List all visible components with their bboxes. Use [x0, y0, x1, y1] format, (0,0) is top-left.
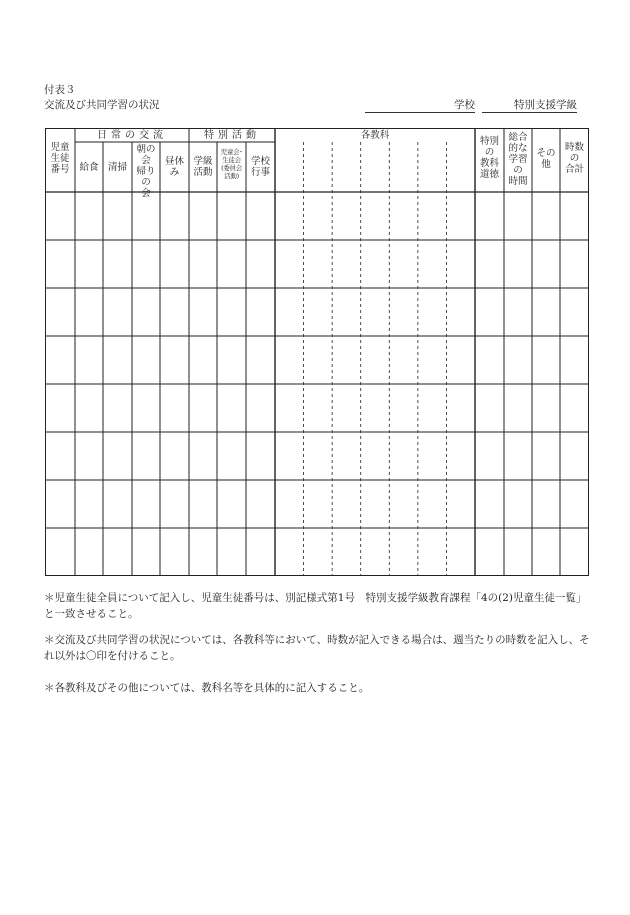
note-subject-names: ＊各教科及びその他については、教科名等を具体的に記入すること。: [44, 682, 370, 694]
header-integrated-study: 総合 的な 学習 の 時間: [508, 132, 528, 187]
appendix-label: 付表３: [44, 84, 76, 96]
header-other: その 他: [536, 148, 556, 170]
special-class-suffix: 特別支援学級: [514, 99, 577, 111]
header-group-subjects: 各教科: [360, 130, 390, 141]
header-total-hours: 時数 の 合計: [564, 142, 584, 175]
table-grid-lines: [45, 128, 589, 576]
school-name-field[interactable]: [365, 99, 475, 113]
header-lunch: 給食: [79, 162, 99, 173]
page-title: 交流及び共同学習の状況: [44, 99, 160, 111]
header-group-special: 特別活動: [204, 130, 260, 141]
note-student-numbers: ＊児童生徒全員について記入し、児童生徒番号は、別記様式第1号 特別支援学級教育課程「4の(2)児童生徒一覧」と一致させること。: [44, 592, 587, 620]
exchange-learning-table: [45, 128, 589, 576]
school-suffix: 学校: [454, 99, 475, 111]
header-class-activities: 学級 活動: [193, 156, 213, 178]
header-moral-education: 特別 の 教科 道徳: [479, 136, 499, 180]
header-lunch-break: 昼休 み: [164, 156, 184, 178]
header-morning-meeting: 朝の 会 帰りの 会: [136, 144, 156, 199]
header-school-events: 学校 行事: [250, 156, 270, 178]
header-student-number: 児童 生徒 番号: [50, 142, 70, 175]
header-cleaning: 清掃: [107, 162, 127, 173]
header-student-council: 児童会･ 生徒会 (委員会 活動): [220, 148, 243, 180]
header-group-daily: 日常の交流: [97, 130, 167, 141]
special-class-field[interactable]: [482, 99, 577, 113]
note-exchange-status: ＊交流及び共同学習の状況については、各教科等において、時数が記入できる場合は、週当たりの時数を記入し、それ以外は〇印を付けること。: [44, 634, 590, 662]
